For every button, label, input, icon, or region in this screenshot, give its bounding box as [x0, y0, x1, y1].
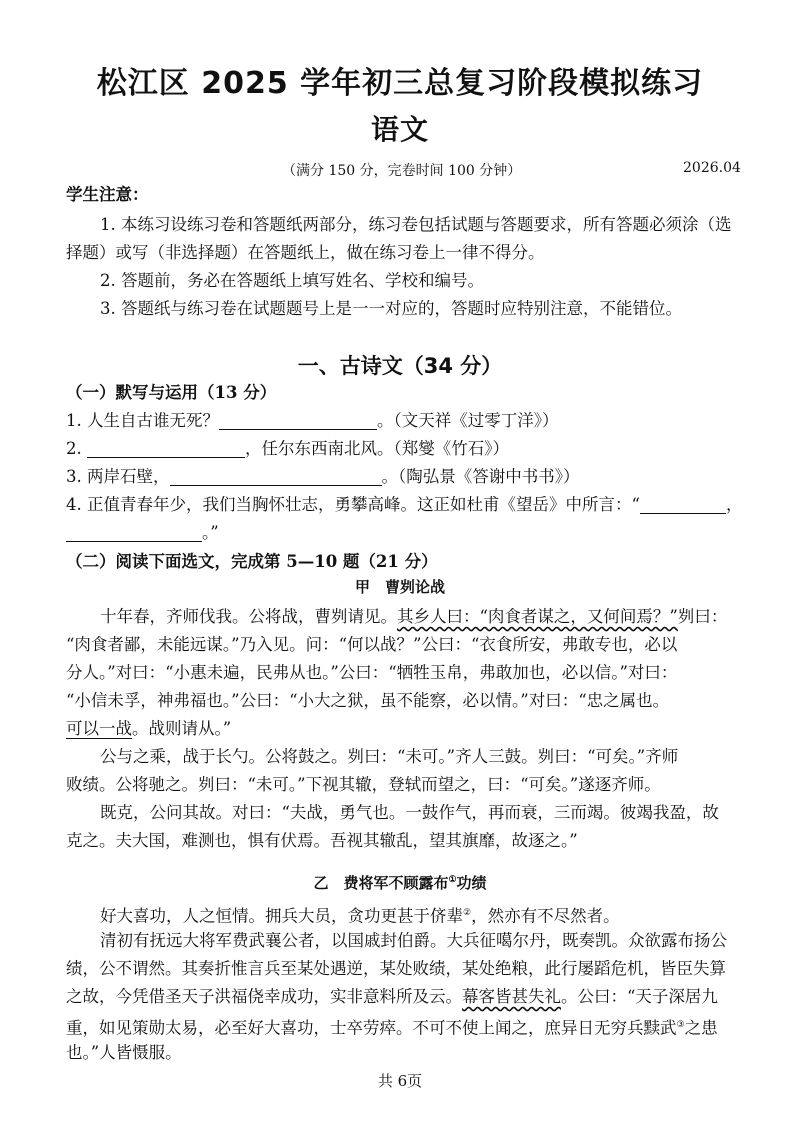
jia-line-7: 败绩。公将驰之。刿曰：“未可。”下视其辙，登轼而望之，曰：“可矣。”遂逐齐师。 [66, 775, 661, 794]
score-info: （满分 150 分，完卷时间 100 分钟） [282, 163, 522, 179]
jia-line-9: 克之。夫大国，难测也，惧有伏焉。吾视其辙乱，望其旗靡，故逐之。” [66, 831, 578, 850]
jia-underlined-phrase: 可以一战 [66, 719, 132, 738]
jia-line-4: “小信未孚，神弗福也。”公曰：“小大之狱，虽不能察，必以情。”对曰：“忠之属也。 [66, 691, 670, 710]
footnote-marker: ③ [676, 1020, 685, 1030]
q3-text: 3. 两岸石壁， [66, 467, 170, 486]
yi-text: 之故，今凭借圣天子洪福侥幸成功，实非意料所及云。 [66, 987, 462, 1006]
q4-comma: ， [725, 495, 743, 514]
notice-item-1-line-1: 1. 本练习设练习卷和答题纸两部分，练习卷包括试题与答题要求，所有答题必须涂（选 [100, 215, 732, 234]
yi-line-2: 清初有抚远大将军费武襄公者，以国戚封伯爵。大兵征噶尔丹，既奏凯。众欲露布扬公 [100, 931, 727, 950]
jia-line-6: 公与之乘，战于长勺。公将鼓之。刿曰：“未可。”齐人三鼓。刿曰：“可矣。”齐师 [100, 747, 679, 766]
question-2 [66, 436, 509, 462]
q4-text: 4. 正值青春年少，我们当胸怀壮志，勇攀高峰。这正如杜甫《望岳》中所言：“ [66, 495, 640, 514]
answer-blank [219, 411, 377, 430]
notice-heading: 学生注意： [66, 185, 149, 204]
answer-blank [170, 467, 382, 486]
exam-date: 2026.04 [683, 160, 741, 176]
section-heading: 一、古诗文（34 分） [297, 354, 503, 378]
jia-line-3: 分人。”对曰：“小惠未遍，民弗从也。”公曰：“牺牲玉帛，弗敢加也，必以信。”对曰： [66, 663, 678, 682]
jia-line-5 [66, 716, 231, 742]
part2-heading: （二）阅读下面选文，完成第 5—10 题（21 分） [66, 552, 438, 571]
q1-text: 1. 人生自古谁无死？ [66, 411, 219, 430]
yi-title-text: 乙 费将军不顾露布 [313, 874, 449, 892]
notice-item-1-line-2: 择题）或写（非选择题）在答题纸上，做在练习卷上一律不得分。 [66, 243, 545, 262]
jia-wavy-sentence: 其乡人曰：“肉食者谋之，又何间焉？” [397, 607, 678, 626]
question-4-line-1 [66, 492, 742, 518]
q2-number: 2. [66, 439, 82, 458]
passage-jia-title: 甲 曹刿论战 [354, 578, 445, 596]
yi-text: 重，如见策勋太易，必至好大喜功，士卒劳瘁。不可不使上闻之，庶异日无穷兵黩武 [66, 1018, 677, 1038]
yi-line-4 [66, 984, 718, 1010]
yi-line-1 [100, 900, 620, 930]
answer-blank [640, 495, 726, 514]
yi-text: 好大喜功，人之恒情。拥兵大员，贪功更甚于侪辈 [100, 906, 463, 926]
yi-line-6: 也。”人皆慑服。 [66, 1043, 182, 1062]
q1-source: 。（文天祥《过零丁洋》） [377, 411, 559, 430]
jia-text: 。战则请从。” [132, 719, 232, 738]
question-4-line-2 [66, 520, 219, 546]
notice-item-2: 2. 答题前，务必在答题纸上填写姓名、学校和编号。 [100, 271, 484, 290]
jia-line-1 [100, 604, 727, 630]
jia-line-2: “肉食者鄙，未能远谋。”乃入见。问：“何以战？”公曰：“衣食所安，弗敢专也，必以 [66, 635, 678, 654]
jia-text: 十年春，齐师伐我。公将战，曹刿请见。 [100, 607, 397, 626]
yi-text: 之患 [684, 1018, 718, 1038]
part1-heading: （一）默写与运用（13 分） [66, 383, 277, 402]
q3-source: 。（陶弘景《答谢中书书》） [381, 467, 580, 486]
footnote-marker: ② [463, 908, 472, 918]
yi-title-text: 功绩 [456, 874, 487, 892]
answer-blank [66, 523, 202, 542]
yi-text: ，然亦有不尽然者。 [471, 906, 620, 926]
question-3 [66, 464, 580, 490]
yi-line-3: 绩，公不谓然。其奏折惟言兵至某处遇逆，某处败绩，某处绝粮，此行屡蹈危机，皆臣失算 [66, 959, 726, 978]
notice-item-3: 3. 答题纸与练习卷在试题题号上是一一对应的，答题时应特别注意，不能错位。 [100, 299, 682, 318]
yi-wavy-sentence: 幕客皆甚失礼 [462, 987, 561, 1006]
footnote-marker: ① [448, 875, 457, 885]
exam-title: 松江区 2025 学年初三总复习阶段模拟练习 [96, 66, 704, 101]
q2-source: ，任尔东西南北风。（郑燮《竹石》） [245, 439, 509, 458]
yi-text: 。公曰：“天子深居九 [561, 987, 718, 1006]
yi-line-5 [66, 1012, 718, 1042]
page-count: 共 6页 [377, 1072, 423, 1090]
jia-line-8: 既克，公问其故。对曰：“夫战，勇气也。一鼓作气，再而衰，三而竭。彼竭我盈，故 [100, 803, 719, 822]
question-1 [66, 408, 559, 434]
passage-yi-title [0, 872, 800, 893]
answer-blank [87, 439, 245, 458]
subject-title: 语文 [370, 113, 429, 146]
jia-text: 刿曰： [677, 607, 728, 626]
q4-end: 。” [202, 523, 219, 542]
